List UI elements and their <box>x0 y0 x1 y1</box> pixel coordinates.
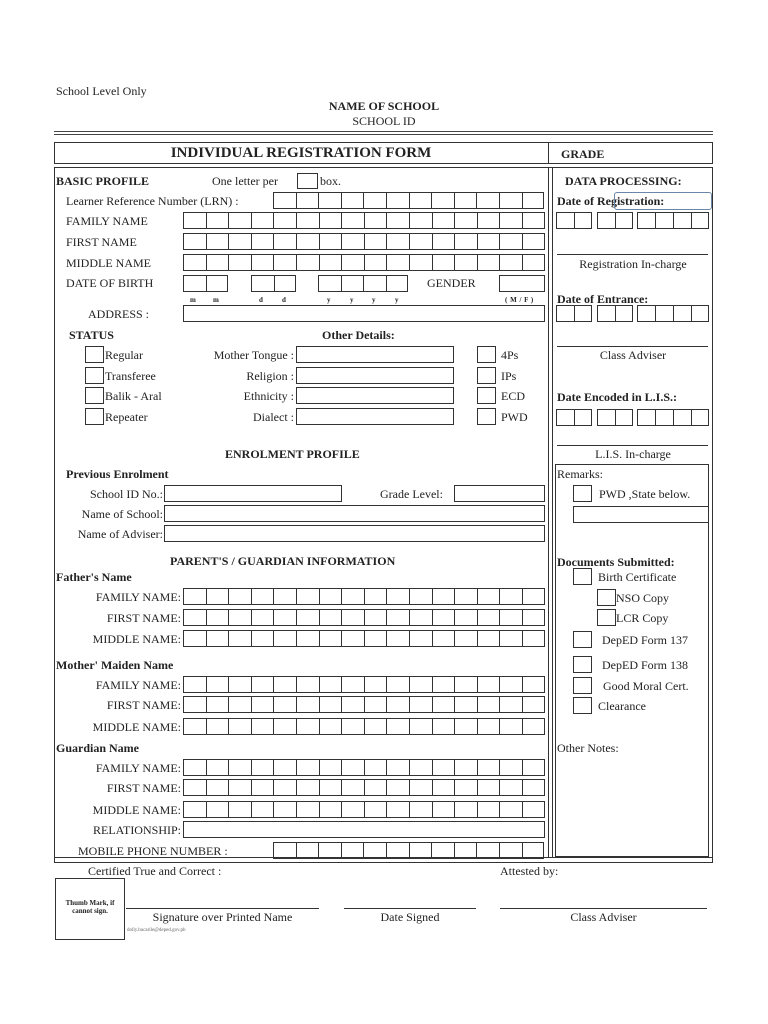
mother-family-name-label: FAMILY NAME: <box>95 678 181 692</box>
gender-hint: ( M / F ) <box>505 296 534 304</box>
mother-first-name-label: FIRST NAME: <box>106 698 181 712</box>
date-encoded-year[interactable] <box>637 409 709 426</box>
first-name-label: FIRST NAME <box>66 235 137 249</box>
school-name: NAME OF SCHOOL <box>328 99 440 113</box>
prev-school-name-label: Name of School: <box>81 507 163 521</box>
doc-nso-copy-label: NSO Copy <box>616 591 670 605</box>
ethnicity-input[interactable] <box>296 387 454 404</box>
remark-pwd-input[interactable] <box>573 506 709 523</box>
prev-school-id-label: School ID No.: <box>90 487 163 501</box>
date-encoded-day[interactable] <box>597 409 633 426</box>
dob-hint-y2: y <box>350 296 354 304</box>
father-family-name-label: FAMILY NAME: <box>95 590 181 604</box>
dob-month-input[interactable] <box>183 275 228 292</box>
basic-profile-heading: BASIC PROFILE <box>56 174 150 188</box>
flag-4ps-checkbox[interactable] <box>477 346 496 363</box>
family-name-input[interactable] <box>183 212 545 229</box>
first-name-input[interactable] <box>183 233 545 250</box>
remarks-label: Remarks: <box>557 467 603 481</box>
doc-good-moral-checkbox[interactable] <box>573 677 592 694</box>
father-middle-name-label: MIDDLE NAME: <box>92 632 181 646</box>
family-name-label: FAMILY NAME <box>66 214 148 228</box>
status-balik-aral-checkbox[interactable] <box>85 387 104 404</box>
lis-incharge-label: L.I.S. In-charge <box>595 447 671 461</box>
column-divider <box>548 167 549 857</box>
registration-incharge-label: Registration In-charge <box>579 257 687 271</box>
dob-day-input[interactable] <box>251 275 296 292</box>
guardian-family-name-label: FAMILY NAME: <box>95 761 181 775</box>
doc-good-moral-label: Good Moral Cert. <box>603 679 689 693</box>
status-repeater-checkbox[interactable] <box>85 408 104 425</box>
gender-label: GENDER <box>427 276 476 290</box>
religion-input[interactable] <box>296 367 454 384</box>
signature-line <box>126 908 319 909</box>
header-divider-top <box>54 131 713 132</box>
gender-input[interactable] <box>499 275 545 292</box>
school-level-note: School Level Only <box>56 84 147 98</box>
prev-adviser-label: Name of Adviser: <box>77 527 163 541</box>
prev-school-id-input[interactable] <box>164 485 342 502</box>
lis-signature-line <box>557 445 708 446</box>
date-signed-line <box>344 908 476 909</box>
mother-tongue-label: Mother Tongue : <box>213 348 294 362</box>
form-title: INDIVIDUAL REGISTRATION FORM <box>170 145 432 161</box>
date-registration-focus-field[interactable] <box>614 192 712 210</box>
guardian-first-name-label: FIRST NAME: <box>106 781 181 795</box>
doc-form137-label: DepED Form 137 <box>602 633 688 647</box>
school-id: SCHOOL ID <box>352 114 416 128</box>
guardian-family-name-input[interactable] <box>183 759 545 776</box>
doc-form138-checkbox[interactable] <box>573 656 592 673</box>
dob-hint-d1: d <box>259 296 264 304</box>
dialect-input[interactable] <box>296 408 454 425</box>
flag-4ps-label: 4Ps <box>501 348 519 362</box>
title-divider <box>548 142 549 164</box>
registration-signature-line <box>557 254 708 255</box>
dob-year-input[interactable] <box>318 275 408 292</box>
father-first-name-input[interactable] <box>183 609 545 626</box>
status-regular-label: Regular <box>105 348 143 362</box>
lrn-label: Learner Reference Number (LRN) : <box>66 194 239 208</box>
relationship-input[interactable] <box>183 821 545 838</box>
email-note: dolly.bucarile@deped.gov.ph <box>127 928 186 933</box>
flag-pwd-label: PWD <box>501 410 528 424</box>
thumb-mark-label: Thumb Mark, if cannot sign. <box>65 899 115 915</box>
dob-label: DATE OF BIRTH <box>66 276 154 290</box>
date-encoded-month[interactable] <box>556 409 592 426</box>
father-family-name-input[interactable] <box>183 588 545 605</box>
doc-lcr-copy-label: LCR Copy <box>616 611 669 625</box>
date-registration-year[interactable] <box>637 212 709 229</box>
middle-name-label: MIDDLE NAME <box>66 256 151 270</box>
lrn-input[interactable] <box>273 192 544 209</box>
grade-label: GRADE <box>561 147 605 161</box>
mother-heading: Mother' Maiden Name <box>56 658 174 672</box>
flag-pwd-checkbox[interactable] <box>477 408 496 425</box>
mother-family-name-input[interactable] <box>183 676 545 693</box>
doc-form138-label: DepED Form 138 <box>602 658 688 672</box>
flag-ecd-checkbox[interactable] <box>477 387 496 404</box>
dob-hint-m2: m <box>213 296 220 304</box>
doc-clearance-checkbox[interactable] <box>573 697 592 714</box>
religion-label: Religion : <box>246 369 294 383</box>
doc-birth-cert-checkbox[interactable] <box>573 568 592 585</box>
documents-heading: Documents Submitted: <box>557 555 675 569</box>
doc-lcr-copy-checkbox[interactable] <box>597 609 616 626</box>
prev-grade-level-label: Grade Level: <box>380 487 443 501</box>
other-notes-label: Other Notes: <box>557 741 619 755</box>
father-heading: Father's Name <box>56 570 132 584</box>
dob-hint-d2: d <box>282 296 287 304</box>
guardian-middle-name-input[interactable] <box>183 801 545 818</box>
prev-adviser-input[interactable] <box>164 525 545 542</box>
instruction-text-end: box. <box>320 174 341 188</box>
father-middle-name-input[interactable] <box>183 630 545 647</box>
guardian-info-heading: PARENT'S / GUARDIAN INFORMATION <box>170 554 396 568</box>
address-input[interactable] <box>183 305 545 322</box>
mother-first-name-input[interactable] <box>183 696 545 713</box>
father-first-name-label: FIRST NAME: <box>106 611 181 625</box>
guardian-heading: Guardian Name <box>56 741 140 755</box>
previous-enrolment-heading: Previous Enrolment <box>66 467 169 481</box>
date-encoded-label: Date Encoded in L.I.S.: <box>557 390 678 404</box>
doc-nso-copy-checkbox[interactable] <box>597 589 616 606</box>
instruction-text: One letter per <box>212 174 278 188</box>
mother-tongue-input[interactable] <box>296 346 454 363</box>
certified-label: Certified True and Correct : <box>88 864 222 878</box>
sample-box <box>297 173 318 189</box>
remark-pwd-label: PWD ,State below. <box>599 487 691 501</box>
doc-birth-cert-label: Birth Certificate <box>598 570 677 584</box>
data-processing-heading: DATA PROCESSING: <box>565 174 682 188</box>
dob-hint-y1: y <box>327 296 331 304</box>
class-adviser-signature-line <box>500 908 707 909</box>
date-registration-month[interactable] <box>556 212 592 229</box>
status-balik-aral-label: Balik - Aral <box>105 389 162 403</box>
doc-form137-checkbox[interactable] <box>573 631 592 648</box>
middle-name-input[interactable] <box>183 254 545 271</box>
date-entrance-label: Date of Entrance: <box>557 292 649 306</box>
mother-middle-name-label: MIDDLE NAME: <box>92 720 181 734</box>
attested-label: Attested by: <box>500 864 559 878</box>
prev-school-name-input[interactable] <box>164 505 545 522</box>
dob-hint-m1: m <box>190 296 197 304</box>
ethnicity-label: Ethnicity : <box>243 389 294 403</box>
address-label: ADDRESS : <box>88 307 150 321</box>
date-entrance-day[interactable] <box>597 305 633 322</box>
footer-class-adviser-label: Class Adviser <box>570 910 637 924</box>
flag-ecd-label: ECD <box>501 389 525 403</box>
date-entrance-month[interactable] <box>556 305 592 322</box>
doc-clearance-label: Clearance <box>598 699 646 713</box>
status-heading: STATUS <box>69 328 114 342</box>
dialect-label: Dialect : <box>253 410 294 424</box>
flag-ips-label: IPs <box>501 369 517 383</box>
relationship-label: RELATIONSHIP: <box>92 823 181 837</box>
status-regular-checkbox[interactable] <box>85 346 104 363</box>
class-adviser-label: Class Adviser <box>599 348 667 362</box>
mobile-label: MOBILE PHONE NUMBER : <box>78 844 228 858</box>
date-registration-label: Date of Registration: <box>557 194 665 208</box>
guardian-middle-name-label: MIDDLE NAME: <box>92 803 181 817</box>
other-details-heading: Other Details: <box>322 328 395 342</box>
header-divider-bottom <box>54 134 713 135</box>
prev-grade-level-input[interactable] <box>454 485 545 502</box>
dob-hint-y3: y <box>372 296 376 304</box>
adviser-signature-line <box>557 346 708 347</box>
mother-middle-name-input[interactable] <box>183 718 545 735</box>
date-entrance-year[interactable] <box>637 305 709 322</box>
dob-hint-y4: y <box>395 296 399 304</box>
flag-ips-checkbox[interactable] <box>477 367 496 384</box>
date-signed-label: Date Signed <box>380 910 440 924</box>
mobile-input[interactable] <box>273 842 544 859</box>
enrolment-profile-heading: ENROLMENT PROFILE <box>225 447 360 461</box>
guardian-first-name-input[interactable] <box>183 779 545 796</box>
remark-pwd-checkbox[interactable] <box>573 485 592 502</box>
status-repeater-label: Repeater <box>105 410 148 424</box>
status-transferee-label: Transferee <box>105 369 156 383</box>
date-registration-day[interactable] <box>597 212 633 229</box>
signature-label: Signature over Printed Name <box>152 910 293 924</box>
status-transferee-checkbox[interactable] <box>85 367 104 384</box>
